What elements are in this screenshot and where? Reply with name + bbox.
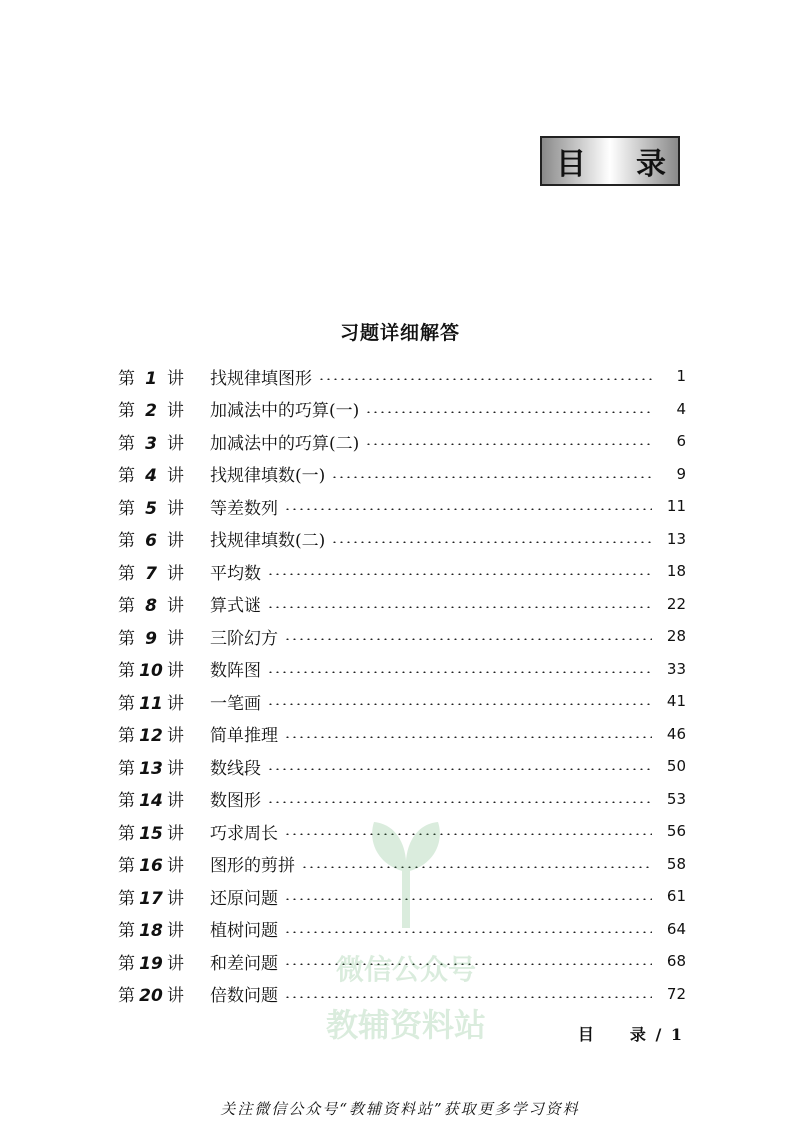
lecture-suffix: 讲: [167, 466, 184, 487]
lecture-index: 12: [139, 726, 163, 747]
page-number: 6: [676, 432, 686, 451]
lecture-suffix: 讲: [167, 401, 184, 422]
lecture-index: 11: [139, 693, 163, 714]
lecture-prefix: 第: [118, 791, 135, 812]
title-char-left: 目: [556, 147, 586, 182]
dot-leader: [267, 573, 652, 575]
lecture-number: [118, 851, 210, 876]
lecture-prefix: 第: [118, 368, 135, 389]
lecture-title: 找规律填数(一): [210, 466, 326, 487]
toc-row: [118, 490, 686, 523]
lecture-suffix: 讲: [167, 693, 184, 714]
page-number: 58: [666, 854, 686, 873]
lecture-prefix: 第: [118, 596, 135, 617]
lecture-title: 数阵图: [210, 661, 261, 682]
page-number: 18: [666, 562, 686, 581]
lecture-prefix: 第: [118, 401, 135, 422]
page-number: 41: [666, 692, 686, 711]
footer-page-number: 1: [670, 1025, 684, 1044]
lecture-number: [118, 559, 210, 584]
toc-row: [118, 783, 686, 816]
lecture-number: [118, 429, 210, 454]
lecture-prefix: 第: [118, 563, 135, 584]
lecture-title: 一笔画: [210, 693, 261, 714]
dot-leader: [318, 378, 652, 380]
lecture-title: 平均数: [210, 563, 261, 584]
toc-row: [118, 815, 686, 848]
toc-row: [118, 588, 686, 621]
lecture-prefix: 第: [118, 726, 135, 747]
lecture-index: 4: [145, 466, 157, 487]
lecture-index: 3: [145, 433, 157, 454]
lecture-number: [118, 819, 210, 844]
page-number: 68: [666, 952, 686, 971]
lecture-suffix: 讲: [167, 596, 184, 617]
page-number: 72: [666, 984, 686, 1003]
toc-row: [118, 393, 686, 426]
toc-row: [118, 685, 686, 718]
lecture-title: 加减法中的巧算(二): [210, 433, 360, 454]
lecture-title: 倍数问题: [210, 986, 278, 1007]
lecture-prefix: 第: [118, 693, 135, 714]
lecture-title: 植树问题: [210, 921, 278, 942]
lecture-suffix: 讲: [167, 661, 184, 682]
footer-separator: /: [655, 1025, 664, 1044]
toc-row: [118, 945, 686, 978]
dot-leader: [365, 411, 652, 413]
page-footer: [578, 1022, 684, 1045]
dot-leader: [267, 671, 652, 673]
lecture-suffix: 讲: [167, 726, 184, 747]
lecture-prefix: 第: [118, 823, 135, 844]
lecture-number: [118, 786, 210, 811]
lecture-suffix: 讲: [167, 921, 184, 942]
page-number: 33: [666, 659, 686, 678]
lecture-number: [118, 461, 210, 486]
lecture-index: 10: [139, 661, 163, 682]
lecture-number: [118, 916, 210, 941]
watermark-line1: 微信公众号: [335, 953, 476, 986]
lecture-index: 19: [139, 953, 163, 974]
lecture-suffix: 讲: [167, 531, 184, 552]
lecture-index: 13: [139, 758, 163, 779]
page-number: 56: [666, 822, 686, 841]
lecture-index: 15: [139, 823, 163, 844]
watermark-line2: 教辅资料站: [325, 1006, 486, 1044]
dot-leader: [365, 443, 652, 445]
lecture-number: [118, 949, 210, 974]
page-number: 28: [666, 627, 686, 646]
lecture-index: 20: [139, 986, 163, 1007]
page-number: 4: [676, 399, 686, 418]
toc-row: [118, 425, 686, 458]
lecture-suffix: 讲: [167, 433, 184, 454]
lecture-index: 18: [139, 921, 163, 942]
bottom-note: 关注微信公众号“教辅资料站”获取更多学习资料: [220, 1100, 580, 1118]
lecture-prefix: 第: [118, 986, 135, 1007]
lecture-index: 1: [145, 368, 157, 389]
lecture-title: 数线段: [210, 758, 261, 779]
page-number: 1: [676, 367, 686, 386]
lecture-index: 17: [139, 888, 163, 909]
section-heading: 习题详细解答: [339, 322, 460, 344]
page-number: 53: [666, 789, 686, 808]
lecture-suffix: 讲: [167, 498, 184, 519]
lecture-number: [118, 981, 210, 1006]
lecture-title: 巧求周长: [210, 823, 278, 844]
page-number: 22: [666, 594, 686, 613]
lecture-title: 还原问题: [210, 888, 278, 909]
lecture-suffix: 讲: [167, 986, 184, 1007]
page-number: 9: [676, 464, 686, 483]
toc-title-banner: [540, 136, 680, 186]
table-of-contents: [118, 360, 686, 1010]
lecture-index: 8: [145, 596, 157, 617]
lecture-number: [118, 624, 210, 649]
dot-leader: [284, 898, 652, 900]
lecture-title: 图形的剪拼: [210, 856, 295, 877]
dot-leader: [284, 736, 652, 738]
toc-row: [118, 880, 686, 913]
toc-row: [118, 848, 686, 881]
lecture-number: [118, 494, 210, 519]
lecture-index: 6: [145, 531, 157, 552]
toc-row: [118, 653, 686, 686]
lecture-title: 等差数列: [210, 498, 278, 519]
lecture-suffix: 讲: [167, 628, 184, 649]
page-number: 64: [666, 919, 686, 938]
lecture-title: 数图形: [210, 791, 261, 812]
title-char-right: 录: [636, 147, 666, 182]
lecture-suffix: 讲: [167, 856, 184, 877]
footer-label-left: 目: [577, 1025, 596, 1044]
lecture-number: [118, 526, 210, 551]
lecture-number: [118, 721, 210, 746]
lecture-prefix: 第: [118, 531, 135, 552]
dot-leader: [284, 638, 652, 640]
lecture-number: [118, 591, 210, 616]
lecture-number: [118, 396, 210, 421]
lecture-prefix: 第: [118, 628, 135, 649]
lecture-title: 简单推理: [210, 726, 278, 747]
page-number: 13: [666, 529, 686, 548]
dot-leader: [284, 833, 652, 835]
dot-leader: [284, 996, 652, 998]
dot-leader: [301, 866, 652, 868]
lecture-number: [118, 364, 210, 389]
lecture-title: 算式谜: [210, 596, 261, 617]
lecture-title: 找规律填图形: [210, 368, 312, 389]
dot-leader: [284, 931, 652, 933]
toc-row: [118, 360, 686, 393]
toc-row: [118, 555, 686, 588]
lecture-prefix: 第: [118, 433, 135, 454]
page-number: 50: [666, 757, 686, 776]
lecture-prefix: 第: [118, 758, 135, 779]
lecture-index: 5: [145, 498, 157, 519]
dot-leader: [267, 606, 652, 608]
lecture-prefix: 第: [118, 888, 135, 909]
toc-row: [118, 523, 686, 556]
lecture-title: 加减法中的巧算(一): [210, 401, 360, 422]
page-number: 61: [666, 887, 686, 906]
dot-leader: [267, 801, 652, 803]
lecture-prefix: 第: [118, 498, 135, 519]
dot-leader: [267, 703, 652, 705]
lecture-index: 7: [145, 563, 157, 584]
lecture-suffix: 讲: [167, 953, 184, 974]
toc-row: [118, 718, 686, 751]
lecture-title: 找规律填数(二): [210, 531, 326, 552]
lecture-suffix: 讲: [167, 791, 184, 812]
page-number: 46: [666, 724, 686, 743]
lecture-index: 9: [145, 628, 157, 649]
lecture-title: 三阶幻方: [210, 628, 278, 649]
lecture-index: 2: [145, 401, 157, 422]
lecture-suffix: 讲: [167, 758, 184, 779]
toc-row: [118, 750, 686, 783]
lecture-suffix: 讲: [167, 823, 184, 844]
lecture-number: [118, 656, 210, 681]
toc-row: [118, 978, 686, 1011]
lecture-prefix: 第: [118, 856, 135, 877]
toc-row: [118, 458, 686, 491]
dot-leader: [284, 963, 652, 965]
footer-label-right: 录: [629, 1025, 648, 1044]
lecture-title: 和差问题: [210, 953, 278, 974]
lecture-index: 16: [139, 856, 163, 877]
toc-row: [118, 913, 686, 946]
lecture-suffix: 讲: [167, 368, 184, 389]
dot-leader: [267, 768, 652, 770]
page-number: 11: [666, 497, 686, 516]
dot-leader: [331, 476, 652, 478]
lecture-number: [118, 884, 210, 909]
lecture-prefix: 第: [118, 953, 135, 974]
lecture-prefix: 第: [118, 466, 135, 487]
lecture-number: [118, 754, 210, 779]
lecture-suffix: 讲: [167, 563, 184, 584]
lecture-number: [118, 689, 210, 714]
lecture-prefix: 第: [118, 661, 135, 682]
lecture-suffix: 讲: [167, 888, 184, 909]
dot-leader: [284, 508, 652, 510]
toc-row: [118, 620, 686, 653]
dot-leader: [331, 541, 652, 543]
lecture-index: 14: [139, 791, 163, 812]
lecture-prefix: 第: [118, 921, 135, 942]
